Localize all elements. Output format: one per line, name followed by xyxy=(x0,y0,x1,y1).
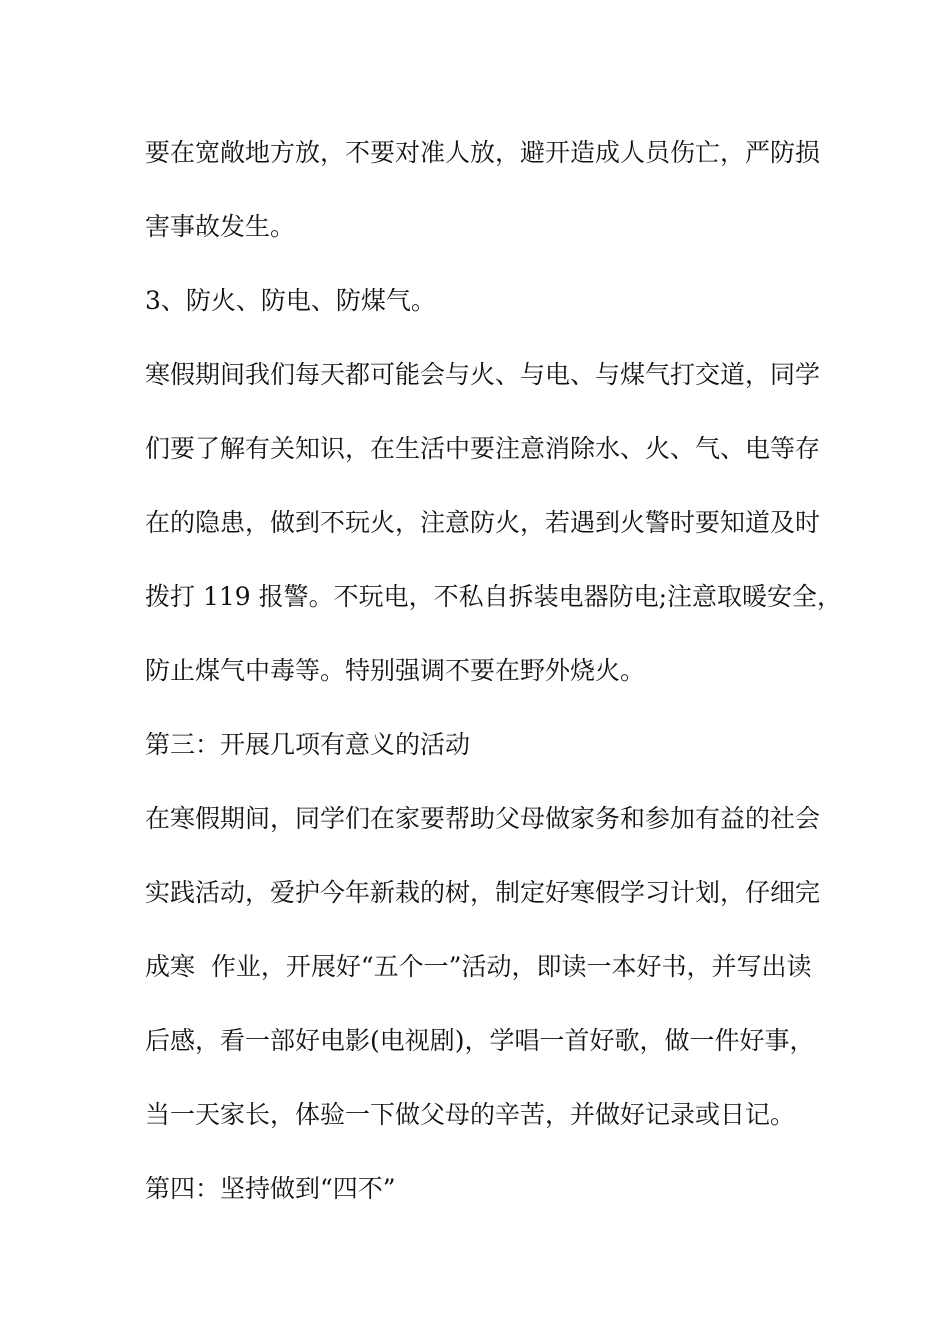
text-line: 寒假期间我们每天都可能会与火、与电、与煤气打交道，同学 xyxy=(145,360,821,389)
text-line: 成寒 作业，开展好“五个一”活动，即读一本好书，并写出读 xyxy=(145,952,812,981)
text-line: 拨打 119 报警。不玩电，不私自拆装电器防电;注意取暖安全， xyxy=(145,582,843,611)
section-heading: 3、防火、防电、防煤气。 xyxy=(145,286,436,315)
text-line: 防止煤气中毒等。特别强调不要在野外烧火。 xyxy=(145,656,646,685)
text-line: 们要了解有关知识，在生活中要注意消除水、火、气、电等存 xyxy=(145,434,821,463)
section-heading: 第四：坚持做到“四不” xyxy=(145,1174,396,1203)
text-line: 后感，看一部好电影(电视剧)，学唱一首好歌，做一件好事， xyxy=(145,1026,815,1055)
text-line: 当一天家长，体验一下做父母的辛苦，并做好记录或日记。 xyxy=(145,1100,796,1129)
text-line: 在的隐患，做到不玩火，注意防火，若遇到火警时要知道及时 xyxy=(145,508,821,537)
text-line: 在寒假期间，同学们在家要帮助父母做家务和参加有益的社会 xyxy=(145,804,821,833)
section-heading: 第三：开展几项有意义的活动 xyxy=(145,730,471,759)
text-line: 实践活动，爱护今年新栽的树，制定好寒假学习计划，仔细完 xyxy=(145,878,821,907)
text-line: 害事故发生。 xyxy=(145,212,296,241)
text-line: 要在宽敞地方放，不要对准人放，避开造成人员伤亡，严防损 xyxy=(145,138,821,167)
